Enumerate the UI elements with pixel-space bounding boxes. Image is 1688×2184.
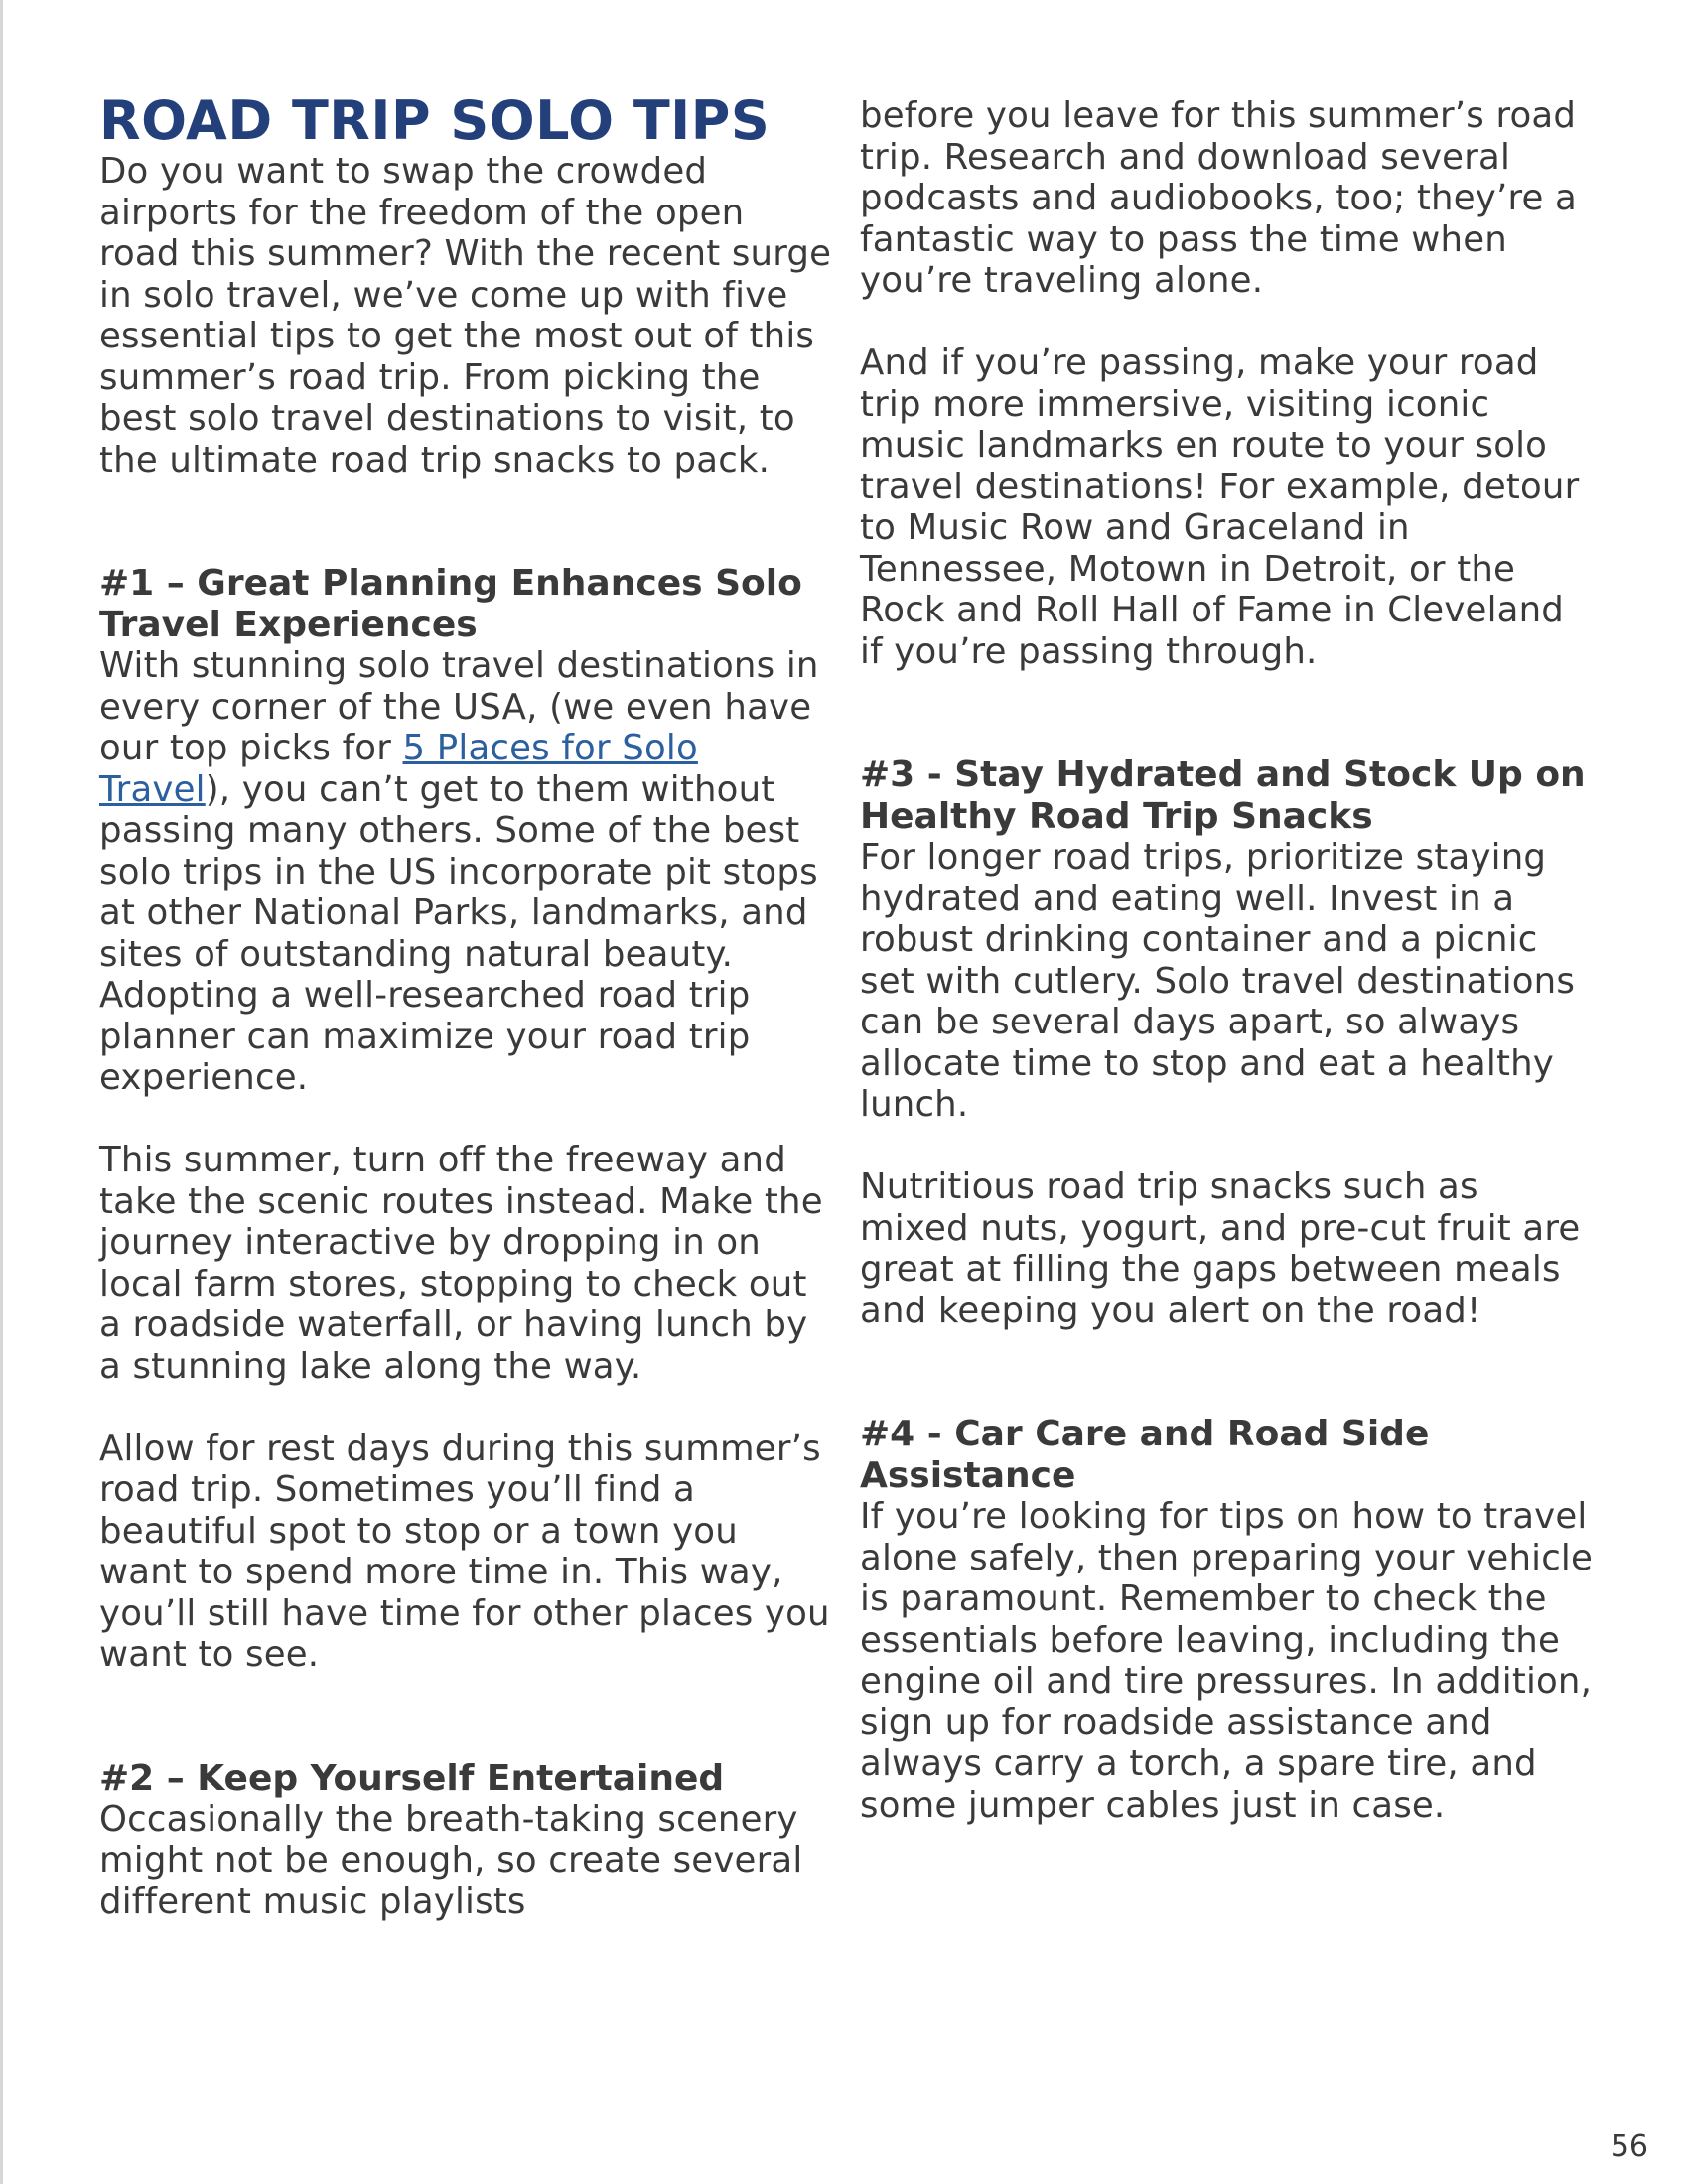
intro-paragraph: Do you want to swap the crowded airports for the freedom of the open road this summer? With the recent surge in solo travel, we’ve come up with five essential tips to get the most out of this summer’s road trip. From picking the best solo travel destinations to visit, to the ultimate road trip snacks to pack. xyxy=(99,151,832,480)
page-title: ROAD TRIP SOLO TIPS xyxy=(99,89,771,152)
page-number: 56 xyxy=(1610,2129,1648,2164)
tip2-paragraph-1-start: Occasionally the breath-taking scenery might not be enough, so create several different music playlists xyxy=(99,1799,803,1922)
spacer xyxy=(860,1126,1595,1167)
tip3-heading: #3 - Stay Hydrated and Stock Up on Healthy Road Trip Snacks xyxy=(860,754,1586,837)
tip3-paragraph-1: For longer road trips, prioritize staying hydrated and eating well. Invest in a robust drinking container and a picnic set with cutlery. Solo travel destinations can be several days apart, so always allocate time to stop and eat a healthy lunch. xyxy=(860,837,1576,1125)
spacer xyxy=(99,1676,834,1758)
tip2-paragraph-1-continued: before you leave for this summer’s road trip. Research and download several podcasts and audiobooks, too; they’re a fantastic way to pass the time when you’re traveling alone. xyxy=(860,95,1577,301)
tip1-heading: #1 – Great Planning Enhances Solo Travel Experiences xyxy=(99,563,802,645)
tip1-text-after-link: ), you can’t get to them without passing many others. Some of the best solo trips in the US incorporate pit stops at other National Parks, landmarks, and sites of outstanding natural beauty. Adopting a well-researched road trip planner can maximize your road trip experience. xyxy=(99,768,818,1098)
spacer xyxy=(99,480,834,563)
tip4-heading: #4 - Car Care and Road Side Assistance xyxy=(860,1414,1430,1496)
spacer xyxy=(860,672,1595,754)
tip2-heading: #2 – Keep Yourself Entertained xyxy=(99,1757,725,1799)
spacer xyxy=(860,302,1595,343)
places-for-solo-travel-link[interactable]: 5 Places for Solo Travel xyxy=(99,728,698,810)
tip1-text-before-link: With stunning solo travel destinations in every corner of the USA, (we even have our top picks for xyxy=(99,645,819,768)
spacer xyxy=(99,1099,834,1141)
left-column xyxy=(99,91,834,1923)
tip2-paragraph-2: And if you’re passing, make your road trip more immersive, visiting iconic music landmarks en route to your solo travel destinations! For example, detour to Music Row and Graceland in Tennessee, Motown in Detroit, or the Rock and Roll Hall of Fame in Cleveland if you’re passing through. xyxy=(860,342,1580,672)
spacer xyxy=(860,1331,1595,1414)
page-edge xyxy=(0,0,3,2184)
spacer xyxy=(99,1387,834,1429)
tip1-paragraph-1 xyxy=(99,645,834,1099)
tip3-paragraph-2: Nutritious road trip snacks such as mixed nuts, yogurt, and pre-cut fruit are great at filling the gaps between meals and keeping you alert on the road! xyxy=(860,1166,1581,1331)
tip1-paragraph-3: Allow for rest days during this summer’s road trip. Sometimes you’ll find a beautiful spot to stop or a town you want to spend more time in. This way, you’ll still have time for other places you want to see. xyxy=(99,1428,830,1675)
tip4-paragraph-1: If you’re looking for tips on how to travel alone safely, then preparing your vehicle is paramount. Remember to check the essentials before leaving, including the engine oil and tire pressures. In addition, sign up for roadside assistance and always carry a torch, a spare tire, and some jumper cables just in case. xyxy=(860,1496,1594,1826)
tip1-paragraph-2: This summer, turn off the freeway and take the scenic routes instead. Make the journey interactive by dropping in on local farm stores, stopping to check out a roadside waterfall, or having lunch by a stunning lake along the way. xyxy=(99,1140,823,1387)
right-column xyxy=(860,95,1595,1826)
